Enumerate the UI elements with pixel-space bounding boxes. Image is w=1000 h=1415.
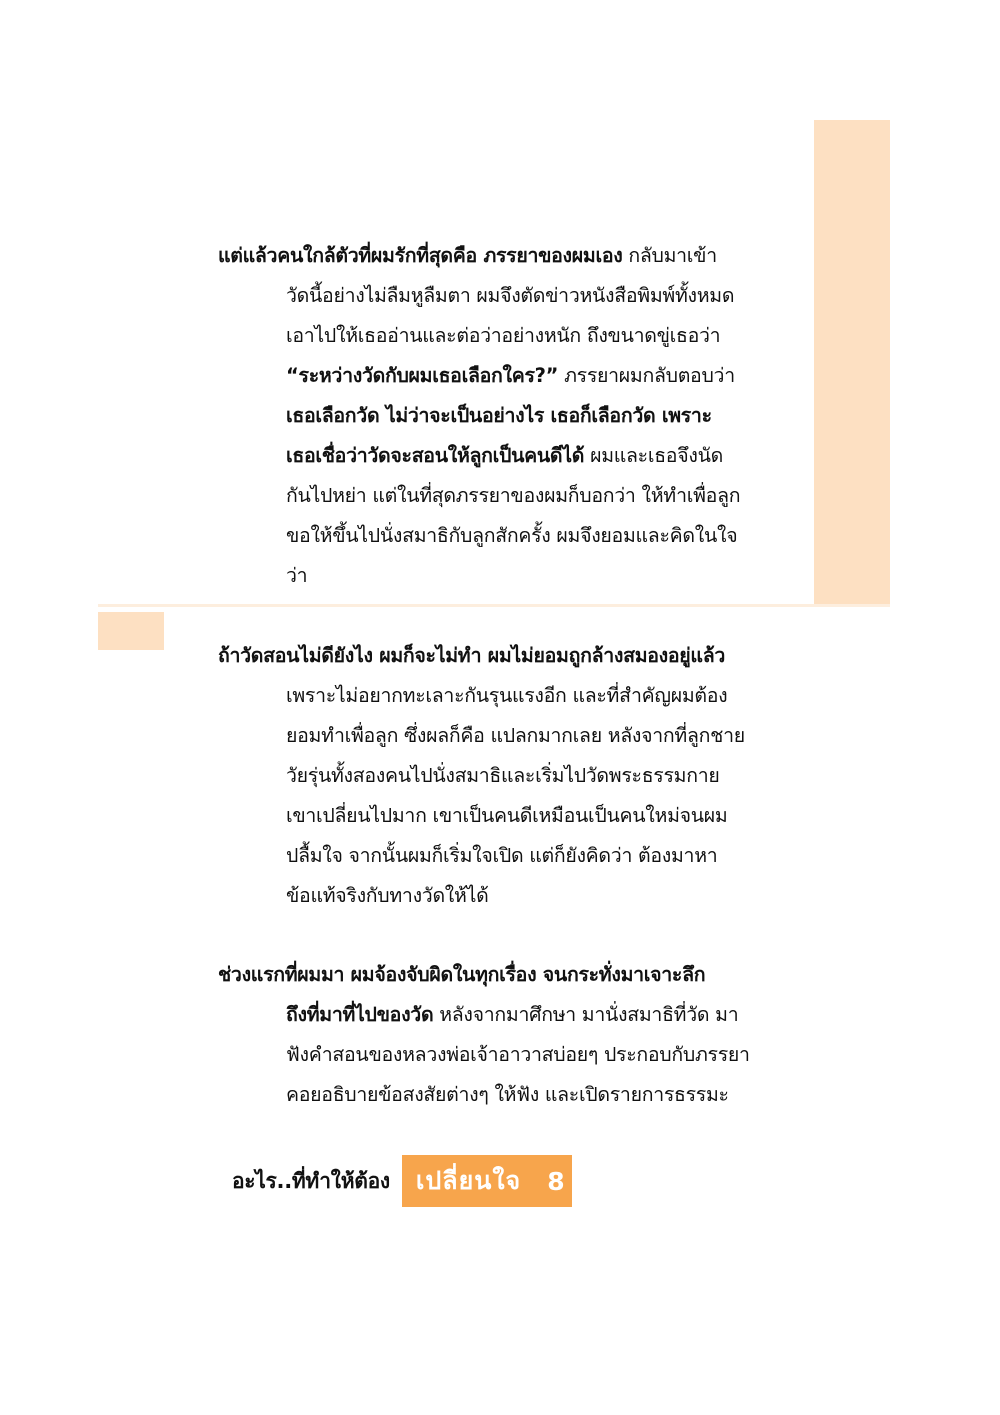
- body-text: เอาไปให้เธออ่านและต่อว่าอย่างหนัก ถึงขนาดขู่เธอว่า: [286, 324, 721, 347]
- text-line: [218, 636, 760, 676]
- body-text: หลังจากมาศึกษา มานั่งสมาธิที่วัด มา: [433, 1003, 739, 1026]
- body-text: ยอมทำเพื่อลูก ซึ่งผลก็คือ แปลกมากเลย หลังจากที่ลูกชาย: [286, 724, 745, 747]
- body-text: ภรรยาผมกลับตอบว่า: [558, 364, 735, 387]
- body-text: ปลื้มใจ จากนั้นผมก็เริ่มใจเปิด แต่ก็ยังคิดว่า ต้องมาหา: [286, 844, 718, 867]
- text-line: [218, 796, 760, 836]
- section-divider: [98, 604, 890, 607]
- bold-text: “ระหว่างวัดกับผมเธอเลือกใคร?”: [286, 364, 559, 387]
- bold-text: เธอเลือกวัด ไม่ว่าจะเป็นอย่างไร เธอก็เลือกวัด เพราะ: [286, 404, 712, 427]
- text-line: [218, 236, 760, 276]
- body-text: วัยรุ่นทั้งสองคนไปนั่งสมาธิและเริ่มไปวัดพระธรรมกาย: [286, 764, 720, 787]
- bold-text: ถึงที่มาที่ไปของวัด: [286, 1003, 434, 1026]
- book-title-highlight: เปลี่ยนใจ: [415, 1166, 522, 1195]
- body-text: ข้อแท้จริงกับทางวัดให้ได้: [286, 884, 489, 907]
- body-text: กันไปหย่า แต่ในที่สุดภรรยาของผมก็บอกว่า ให้ทำเพื่อลูก: [286, 484, 741, 507]
- text-line: [218, 476, 760, 516]
- body-text: ว่า: [286, 564, 308, 587]
- text-line: [218, 276, 760, 316]
- page-number: 8: [547, 1166, 566, 1196]
- paragraph-3: [218, 955, 760, 1115]
- body-text: ขอให้ขึ้นไปนั่งสมาธิกับลูกสักครั้ง ผมจึงยอมและคิดในใจ: [286, 524, 738, 547]
- text-line: [218, 756, 760, 796]
- text-line: [218, 556, 760, 596]
- paragraph-2: [218, 636, 760, 916]
- body-text: คอยอธิบายข้อสงสัยต่างๆ ให้ฟัง และเปิดรายการธรรมะ: [286, 1083, 729, 1106]
- text-line: [218, 396, 760, 436]
- body-text: เขาเปลี่ยนไปมาก เขาเป็นคนดีเหมือนเป็นคนใหม่จนผม: [286, 804, 728, 827]
- text-line: [218, 876, 760, 916]
- book-title-badge: [402, 1155, 572, 1207]
- body-text: กลับมาเข้า: [622, 244, 717, 267]
- text-line: [218, 356, 760, 396]
- decorative-tab-block: [98, 612, 164, 650]
- paragraph-1: [218, 236, 760, 596]
- body-text: ฟังคำสอนของหลวงพ่อเจ้าอาวาสบ่อยๆ ประกอบกับภรรยา: [286, 1043, 750, 1066]
- bold-text: แต่แล้วคนใกล้ตัวที่ผมรักที่สุดคือ ภรรยาของผมเอง: [218, 244, 623, 267]
- body-text: ผมและเธอจึงนัด: [584, 444, 723, 467]
- bold-text: ช่วงแรกที่ผมมา ผมจ้องจับผิดในทุกเรื่อง จนกระทั่งมาเจาะลึก: [218, 963, 706, 986]
- text-line: [218, 1075, 760, 1115]
- decorative-side-panel: [814, 120, 890, 604]
- text-line: [218, 1035, 760, 1075]
- bold-text: เธอเชื่อว่าวัดจะสอนให้ลูกเป็นคนดีได้: [286, 444, 585, 467]
- text-line: [218, 955, 760, 995]
- book-title-prefix: อะไร..ที่ทำให้ต้อง: [232, 1168, 390, 1193]
- text-line: [218, 436, 760, 476]
- body-text: เพราะไม่อยากทะเลาะกันรุนแรงอีก และที่สำคัญผมต้อง: [286, 684, 728, 707]
- text-line: [218, 836, 760, 876]
- text-line: [218, 716, 760, 756]
- body-text: วัดนี้อย่างไม่ลืมหูลืมตา ผมจึงตัดข่าวหนังสือพิมพ์ทั้งหมด: [286, 284, 735, 307]
- text-line: [218, 995, 760, 1035]
- page-footer: [232, 1155, 572, 1207]
- text-line: [218, 516, 760, 556]
- bold-text: ถ้าวัดสอนไม่ดียังไง ผมก็จะไม่ทำ ผมไม่ยอมถูกล้างสมองอยู่แล้ว: [218, 644, 726, 667]
- text-line: [218, 316, 760, 356]
- text-line: [218, 676, 760, 716]
